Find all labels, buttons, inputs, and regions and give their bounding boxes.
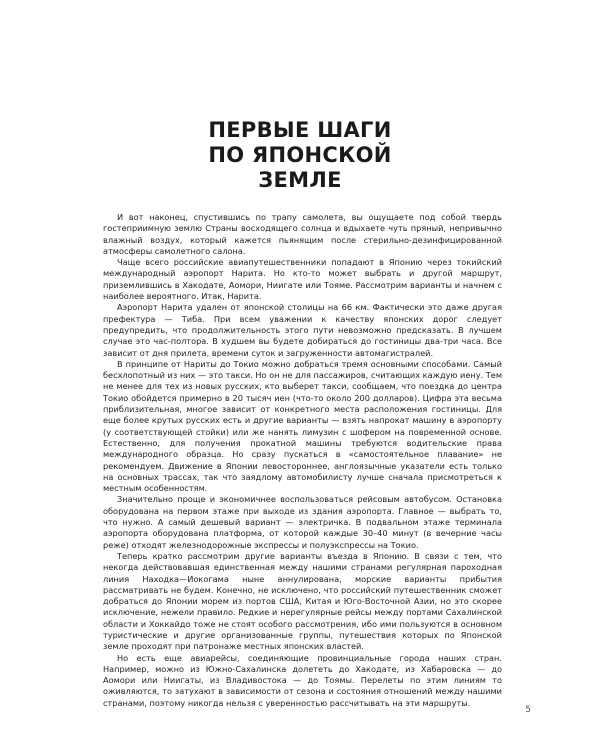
paragraph: И вот наконец, спустившись по трапу самолета, вы ощущаете под собой твердь гостеприимную землю Страны восходящего солнца и вдыхаете чуть пряный, непривычно влажный воздух, который кажется пьянящим после стерильно-дезинфицированной атмосферы самолетного салона. — [103, 212, 502, 256]
chapter-title-line: ЗЕМЛЕ — [258, 168, 342, 192]
chapter-title — [0, 118, 600, 193]
paragraph: В принципе от Нариты до Токио можно добраться тремя основными способами. Самый бесхлопотный из них — это такси. Но он не для пассажиров, считающих каждую иену. Тем не менее для тех из новых русских, кто выберет такси, сообщаем, что поездка до центра Токио обойдется примерно в 20 тысяч иен (что-то около 200 долларов). Цифра эта весьма приблизительная, многое зависит от конкретного места расположения гостиницы. Для еще более крутых русских есть и другие варианты — взять напрокат машину в аэропорту (у соответствующей стойки) или же нанять лимузин с шофером на повременной основе. Естественно, для получения прокатной машины требуются водительские права международного образца. Но сразу пускаться в «самостоятельное плавание» не рекомендуем. Движение в Японии левостороннее, англоязычные указатели есть только на основных трассах, так что заядлому автомобилисту лучше сначала присмотреться к местным особенностям. — [103, 358, 502, 494]
paragraph: Чаще всего российские авиапутешественники попадают в Японию через токийский международный аэропорт Нарита. Но кто-то может выбрать и другой маршрут, приземлившись в Хакодате, Аомори, Ниигате или Тояме. Рассмотрим варианты и начнем с наиболее вероятного. Итак, Нарита. — [103, 257, 502, 302]
body-text — [103, 212, 502, 709]
chapter-title-line: ПО ЯПОНСКОЙ — [208, 143, 392, 167]
chapter-title-line: ПЕРВЫЕ ШАГИ — [208, 118, 392, 142]
page-number: 5 — [525, 705, 531, 715]
paragraph: Значительно проще и экономичнее воспользоваться рейсовым автобусом. Остановка оборудована на первом этаже при выходе из здания аэропорта. Главное — выбрать то, что нужно. А самый дешевый вариант — электричка. В подвальном этаже терминала аэропорта оборудована платформа, от которой каждые 30–40 минут (в вечерние часы реже) отходят железнодорожные экспрессы и полуэкспрессы на Токио. — [103, 494, 502, 550]
paragraph: Теперь кратко рассмотрим другие варианты въезда в Японию. В связи с тем, что некогда действовавшая единственная между нашими странами регулярная пароходная линия Находка—Иокогама ныне аннулирована, морские варианты прибытия рассматривать не будем. Конечно, не исключено, что российский путешественник сможет добраться до Японии морем из портов США, Китая и Юго-Восточной Азии, но это скорее исключение, нежели правило. Редкие и нерегулярные рейсы между портами Сахалинской области и Хоккайдо тоже не стоят особого рассмотрения, ибо ими пользуются в основном туристические и другие организованные группы, путешествия которых по Японской земле проходят при патронаже местных японских властей. — [103, 550, 502, 652]
paragraph: Но есть еще авиарейсы, соединяющие провинциальные города наших стран. Например, можно из Южно-Сахалинска долететь до Хакодате, из Хабаровска — до Аомори или Ниигаты, из Владивостока — до Тоямы. Перелеты по этим линиям то оживляются, то затухают в зависимости от сезона и состояния отношений между нашими странами, поэтому никогда нельзя с уверенностью рассчитывать на эти маршруты. — [103, 652, 502, 708]
paragraph: Аэропорт Нарита удален от японской столицы на 66 км. Фактически это даже другая префектура — Тиба. При всем уважении к качеству японских дорог следует предупредить, что продолжительность этого пути невозможно предсказать. В лучшем случае это час-полтора. В худшем вы будете добираться до гостиницы два-три часа. Все зависит от дня прилета, времени суток и загруженности автомагистралей. — [103, 302, 502, 358]
